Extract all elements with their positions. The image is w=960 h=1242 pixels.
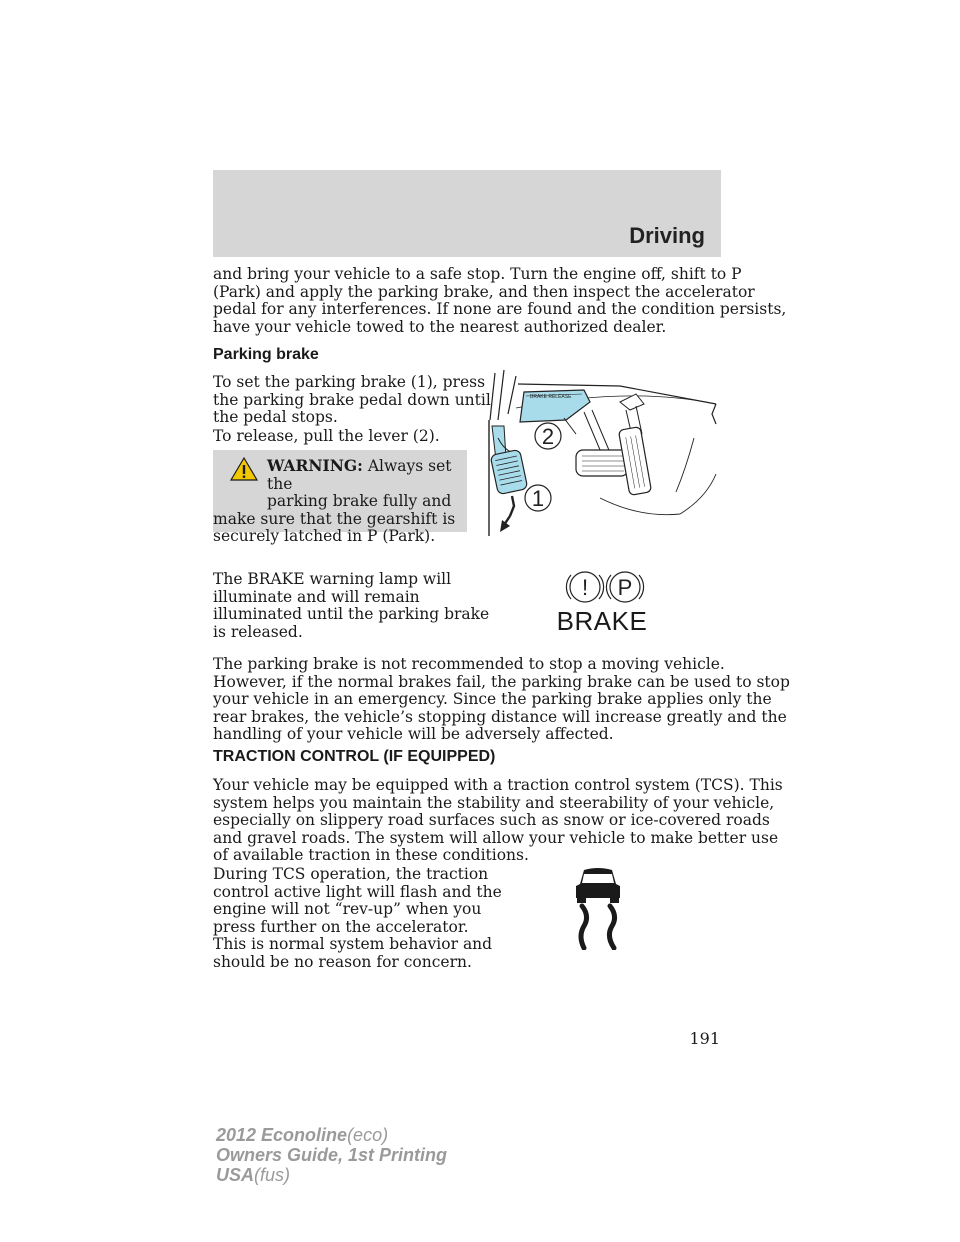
text-line: have your vehicle towed to the nearest authorized dealer. [213, 317, 667, 336]
text-line: especially on slippery road surfaces such as snow or ice-covered roads [213, 811, 770, 830]
text-line: During TCS operation, the traction [213, 865, 489, 883]
text-line: is released. [213, 622, 303, 641]
text-line: The BRAKE warning lamp will [213, 570, 452, 588]
text-line: of available traction in these conditions. [213, 846, 529, 865]
text-line: securely latched in P (Park). [213, 527, 436, 546]
warning-label: WARNING: [267, 456, 363, 475]
traction-control-heading: TRACTION CONTROL (IF EQUIPPED) [213, 748, 496, 765]
footer-market-code: (fus) [254, 1165, 291, 1185]
text-line: handling of your vehicle will be adversely affected. [213, 725, 614, 744]
traction-control-intro [213, 777, 783, 865]
warning-text [213, 457, 459, 546]
section-header-band [213, 170, 721, 257]
moving-vehicle-text [213, 656, 790, 744]
callout-1: 1 [531, 486, 545, 511]
tcs-operation-text [213, 866, 502, 972]
intro-paragraph [213, 266, 786, 336]
parking-brake-illustration [480, 368, 724, 538]
text-line: the parking brake pedal down until [213, 390, 491, 409]
footer-model-code: (eco) [347, 1125, 389, 1145]
text-line: pedal for any interferences. If none are found and the condition persists, [213, 300, 787, 319]
callout-2: 2 [541, 424, 555, 449]
brake-word: BRAKE [556, 606, 648, 636]
brake-warning-lamp-icon [555, 570, 649, 636]
set-parking-brake-text [213, 374, 491, 427]
traction-control-icon [570, 864, 626, 950]
warning-box [213, 450, 467, 546]
text-line: rear brakes, the vehicle’s stopping distance will increase greatly and the [213, 707, 787, 726]
text-line: should be no reason for concern. [213, 952, 472, 971]
brake-lamp-text [213, 571, 489, 641]
text-line: (Park) and apply the parking brake, and then inspect the accelerator [213, 282, 755, 301]
text-line: Always set the [267, 457, 452, 493]
exclamation-symbol: ! [581, 575, 589, 600]
footer-guide: Owners Guide, 1st Printing [216, 1145, 448, 1165]
text-line: The parking brake is not recommended to stop a moving vehicle. [213, 655, 725, 673]
parking-brake-pedal [490, 449, 528, 494]
text-line: press further on the accelerator. [213, 917, 469, 936]
brake-pedal [576, 450, 628, 476]
page-number: 191 [689, 1029, 720, 1048]
text-line: control active light will flash and the [213, 882, 502, 901]
text-line: your vehicle in an emergency. Since the parking brake applies only the [213, 690, 772, 709]
text-line: Your vehicle may be equipped with a traction control system (TCS). This [213, 776, 783, 794]
text-line: This is normal system behavior and [213, 935, 493, 954]
footer-model: 2012 Econoline [216, 1125, 348, 1145]
brake-release-label: BRAKE RELEASE [530, 394, 572, 400]
text-line: the pedal stops. [213, 408, 338, 427]
park-symbol: P [617, 575, 633, 600]
parking-brake-heading: Parking brake [213, 346, 319, 363]
footer-market: USA [216, 1165, 255, 1185]
text-line: However, if the normal brakes fail, the parking brake can be used to stop [213, 672, 790, 691]
text-line: make sure that the gearshift is [213, 509, 456, 528]
text-line: parking brake fully and [267, 492, 452, 511]
text-line: and bring your vehicle to a safe stop. Turn the engine off, shift to P [213, 265, 742, 283]
text-line: and gravel roads. The system will allow your vehicle to make better use [213, 828, 779, 847]
text-line: illuminate and will remain [213, 587, 420, 606]
release-text: To release, pull the lever (2). [213, 427, 440, 445]
text-line: engine will not “rev-up” when you [213, 900, 482, 919]
text-line: illuminated until the parking brake [213, 605, 490, 624]
document-footer [216, 1125, 447, 1185]
text-line: system helps you maintain the stability and steerability of your vehicle, [213, 793, 775, 812]
section-title: Driving [629, 223, 705, 248]
text-line: To set the parking brake (1), press [213, 373, 486, 391]
